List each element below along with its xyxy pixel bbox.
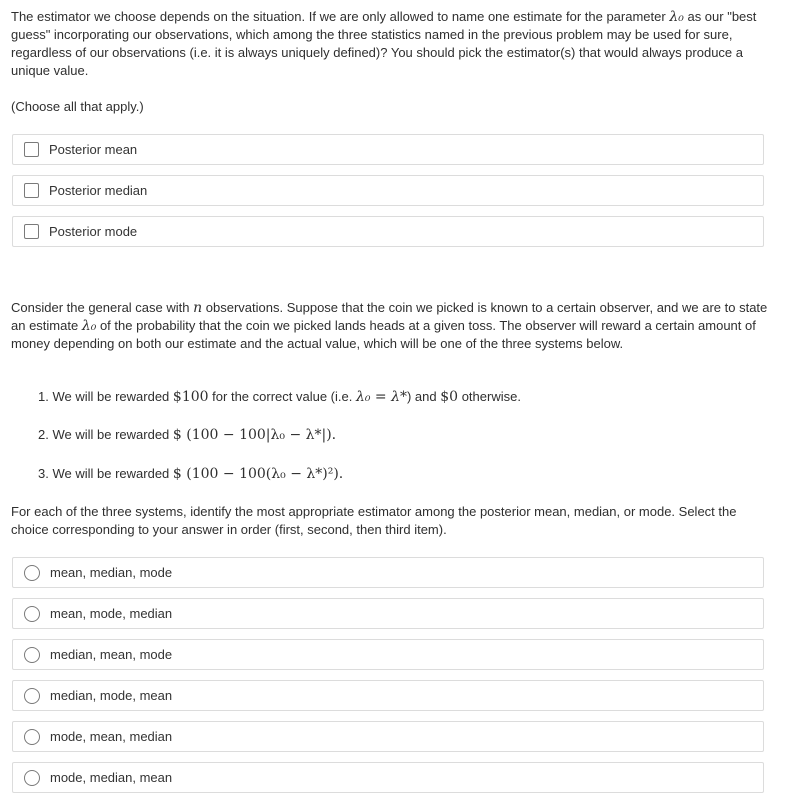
checkbox-option-posterior-mode[interactable] bbox=[12, 216, 764, 247]
lambda0-symbol: λ₀ bbox=[669, 9, 684, 25]
option-label: Posterior mode bbox=[49, 224, 138, 239]
radio-option-median-mode-mean[interactable] bbox=[12, 680, 764, 711]
checkbox[interactable] bbox=[24, 142, 39, 157]
radio-button[interactable] bbox=[24, 688, 40, 704]
radio-option-mode-median-mean[interactable] bbox=[12, 762, 764, 793]
option-label: median, mean, mode bbox=[50, 647, 173, 662]
option-label: Posterior median bbox=[49, 183, 148, 198]
radio-button[interactable] bbox=[24, 729, 40, 745]
option-label: mean, median, mode bbox=[50, 565, 173, 580]
option-label: mode, mean, median bbox=[50, 729, 173, 744]
q2-instruction: For each of the three systems, identify the most appropriate estimator among the posterior mean, median, or mode. Select the choice corresponding to your answer in order (first, second, then third item). bbox=[11, 504, 737, 537]
checkbox[interactable] bbox=[24, 183, 39, 198]
radio-option-median-mean-mode[interactable] bbox=[12, 639, 764, 670]
radio-option-mode-mean-median[interactable] bbox=[12, 721, 764, 752]
q1-prompt: The estimator we choose depends on the situation. If we are only allowed to name one estimate for the parameter λ₀ as our "best guess" incorporating our observations, which among the three statistics named in the previous problem may be used for sure, regardless of our observations (i.e. it is always uniquely defined)? You should pick the estimator(s) that would always produce a unique value. bbox=[11, 9, 757, 78]
option-label: Posterior mean bbox=[49, 142, 138, 157]
checkbox-option-posterior-mean[interactable] bbox=[12, 134, 764, 165]
reward-system-1: 1. We will be rewarded $100 for the correct value (i.e. λ₀ = λ*) and $0 otherwise. bbox=[38, 389, 521, 405]
radio-button[interactable] bbox=[24, 606, 40, 622]
checkbox-option-posterior-median[interactable] bbox=[12, 175, 764, 206]
reward-system-3: 3. We will be rewarded $ (100 − 100(λ₀ − λ*)²). bbox=[38, 466, 344, 482]
q2-prompt: Consider the general case with n observations. Suppose that the coin we picked is known to a certain observer, and we are to state an estimate λ₀ of the probability that the coin we picked lands heads at a given toss. The observer will reward a certain amount of money depending on both our estimate and the actual value, which will be one of the three systems below. bbox=[11, 300, 768, 351]
radio-button[interactable] bbox=[24, 770, 40, 786]
radio-button[interactable] bbox=[24, 565, 40, 581]
radio-button[interactable] bbox=[24, 647, 40, 663]
radio-option-mean-mode-median[interactable] bbox=[12, 598, 764, 629]
option-label: mode, median, mean bbox=[50, 770, 173, 785]
lambda0-symbol: λ₀ bbox=[81, 318, 97, 334]
reward-system-2: 2. We will be rewarded $ (100 − 100|λ₀ − λ*|). bbox=[38, 427, 337, 443]
q1-choose-note: (Choose all that apply.) bbox=[11, 99, 144, 114]
radio-option-mean-median-mode[interactable] bbox=[12, 557, 764, 588]
checkbox[interactable] bbox=[24, 224, 39, 239]
n-symbol: n bbox=[193, 300, 203, 316]
option-label: median, mode, mean bbox=[50, 688, 173, 703]
option-label: mean, mode, median bbox=[50, 606, 173, 621]
